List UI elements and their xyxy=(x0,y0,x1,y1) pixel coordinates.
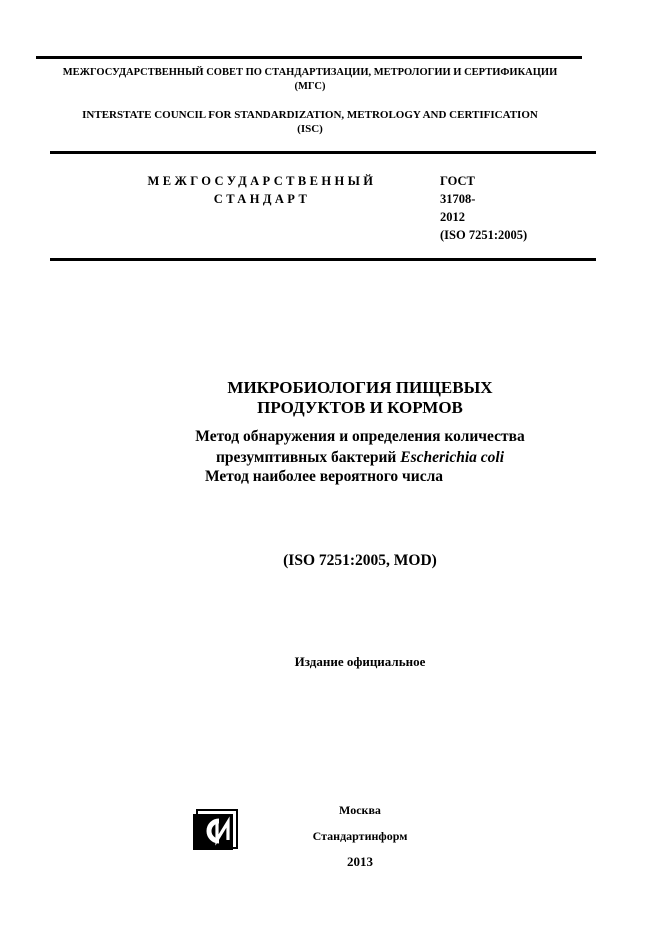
gost-line2: 31708- xyxy=(440,192,476,206)
gost-line4: (ISO 7251:2005) xyxy=(440,228,528,242)
gost-line3: 2012 xyxy=(440,210,465,224)
gost-line1: ГОСТ xyxy=(440,174,475,188)
logo-graphic xyxy=(190,808,240,852)
council-name-ru xyxy=(30,66,590,94)
standartinform-logo-icon xyxy=(190,808,240,852)
standard-type-line1: МЕЖГОСУДАРСТВЕННЫЙ xyxy=(147,174,377,188)
title-line1: МИКРОБИОЛОГИЯ ПИЩЕВЫХ xyxy=(227,378,493,397)
designation-rule xyxy=(50,258,596,261)
document-title xyxy=(160,378,560,418)
standard-type xyxy=(128,172,396,208)
standard-type-line2: СТАНДАРТ xyxy=(213,192,311,206)
council-ru-line1: МЕЖГОСУДАРСТВЕННЫЙ СОВЕТ ПО СТАНДАРТИЗАЦИИ, МЕТРОЛОГИИ И СЕРТИФИКАЦИИ xyxy=(62,67,558,78)
imprint-publisher: Стандартинформ xyxy=(312,829,408,843)
subtitle-line1: Метод обнаружения и определения количества xyxy=(195,428,525,445)
imprint-city: Москва xyxy=(339,803,381,817)
iso-reference: (ISO 7251:2005, MOD) xyxy=(283,552,437,569)
subtitle-line2 xyxy=(150,448,570,467)
title-line2: ПРОДУКТОВ И КОРМОВ xyxy=(257,398,463,417)
council-en-abbr: (ISC) xyxy=(297,123,323,135)
top-rule xyxy=(36,56,582,59)
subtitle-line3: Метод наиболее вероятного числа xyxy=(205,468,444,485)
edition-label: Издание официальное xyxy=(294,654,426,669)
gost-designation xyxy=(440,172,527,244)
council-name-en xyxy=(40,108,580,136)
subtitle-organism-name: Escherichia coli xyxy=(400,449,504,466)
header-rule xyxy=(50,151,596,154)
council-en-line1: INTERSTATE COUNCIL FOR STANDARDIZATION, METROLOGY AND CERTIFICATION xyxy=(82,109,538,121)
imprint-year: 2013 xyxy=(347,854,373,869)
council-ru-abbr: (МГС) xyxy=(294,81,326,92)
subtitle-line2-text: презумптивных бактерий xyxy=(216,449,401,466)
